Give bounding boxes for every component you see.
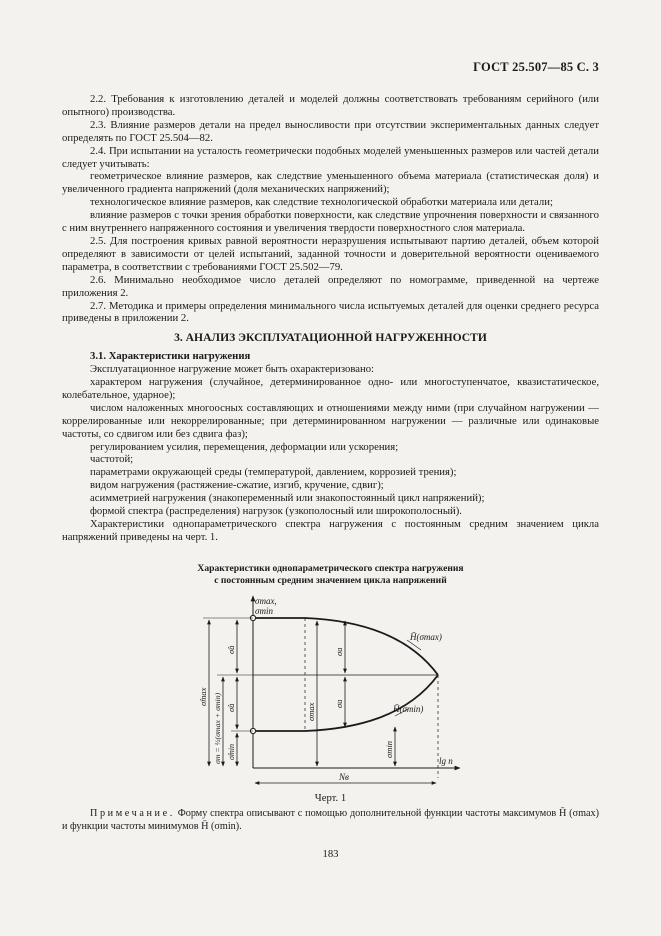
section-paragraph: числом наложенных многоосных составляющих и отношениями между ними (при случайном нагружении — коррелированные или некоррелированные; при детерминированном нагружении — различные или одинаковые частоты, со сдвигом или без сдвига фаз); [62, 401, 599, 440]
hat-sigma-max-label: σ̂max [198, 687, 208, 706]
figure-label: Черт. 1 [314, 792, 347, 804]
hat-sigma-min-label: σ̂min [227, 744, 236, 760]
sigma-max-label: σmax [306, 702, 316, 721]
figure-caption-line2: с постоянным средним значением цикла напряжений [214, 575, 447, 586]
figure-caption [62, 563, 599, 587]
sigma-a-upper-label: σa [334, 647, 344, 656]
sigma-a-lower-label: σa [334, 699, 344, 708]
list-item-technological: технологическое влияние размеров, как следствие технологической обработки материала или детали; [90, 196, 553, 209]
section-paragraph: частотой; [90, 453, 134, 466]
section-paragraph: видом нагружения (растяжение-сжатие, изгиб, кручение, сдвиг); [90, 479, 384, 492]
section-paragraph: асимметрией нагружения (знакопеременный или знакопостоянный цикл напряжений); [90, 492, 485, 505]
section-paragraph: формой спектра (распределения) нагрузок (узкополосный или широкополосный). [90, 505, 462, 518]
load-spectrum-figure [195, 588, 465, 793]
list-item-surface: влияние размеров с точки зрения обработки поверхности, как следствие упрочнения поверхности и связанного с ним внутреннего напряженного состояния и увеличения твердости поверхностного слоя материала. [62, 209, 599, 235]
paragraph-2-5: 2.5. Для построения кривых равной вероятности неразрушения испытывают партию деталей, объем которой определяют в зависимости от целей испытаний, заданной точности и доверительной вероятности оцениваемого параметра, в соответствии с требованиями ГОСТ 25.502—79. [62, 234, 599, 273]
section-paragraph: параметрами окружающей среды (температурой, давлением, коррозией трения); [90, 466, 457, 479]
upper-curve [253, 618, 438, 675]
sigma-min-label: σmin [384, 741, 394, 758]
paragraph-2-4: 2.4. При испытании на усталость геометрически подобных моделей уменьшенных размеров или частей детали следует учитывать: [62, 144, 599, 170]
lower-curve [253, 675, 438, 731]
nb-label: Nв [339, 772, 349, 782]
section-paragraph: Эксплуатационное нагружение может быть охарактеризовано: [90, 363, 375, 376]
figure-caption-line1: Характеристики однопараметрического спектра нагружения [197, 563, 464, 574]
section-title: 3. АНАЛИЗ ЭКСПЛУАТАЦИОННОЙ НАГРУЖЕННОСТИ [174, 331, 487, 345]
subsection-title: 3.1. Характеристики нагружения [90, 350, 251, 363]
lower-curve-label: H̄(σmin) [393, 704, 424, 714]
section-paragraph: характером нагружения (случайное, детерминированное одно- или многоступенчатое, квазистатическое, колебательное, ударное); [62, 376, 599, 401]
body-text [62, 93, 599, 544]
paragraph-2-2: 2.2. Требования к изготовлению деталей и моделей должны соответствовать требованиям серийного (или опытного) производства. [62, 93, 599, 118]
hat-sigma-a-upper-label: σ̂a [226, 645, 236, 654]
note [62, 807, 599, 833]
paragraph-2-6: 2.6. Минимально необходимое число деталей определяют по номограмме, приведенной на чертеже приложения 2. [62, 273, 599, 299]
note-label: Примечание. [90, 808, 175, 819]
paragraph-2-3: 2.3. Влияние размеров детали на предел выносливости при отсутствии экспериментальных данных следует определять по ГОСТ 25.504—82. [62, 118, 599, 144]
x-axis-label: lg n [439, 756, 453, 766]
page-header: ГОСТ 25.507—85 С. 3 [473, 60, 599, 74]
list-item-geometric: геометрическое влияние размеров, как следствие уменьшенного объема материала (статистическая доля) и увеличенного градиента напряжений (доля механических напряжений); [62, 170, 599, 196]
section-paragraph: регулированием усилия, перемещения, деформации или ускорения; [90, 440, 399, 453]
hat-sigma-a-lower-label: σ̂a [226, 703, 236, 712]
y-top-max-label: σmax, [255, 596, 277, 606]
paragraph-2-7: 2.7. Методика и примеры определения минимального числа испытуемых деталей для оценки среднего ресурса приведены в приложении 2. [62, 299, 599, 325]
y-top-min-label: σmin [255, 606, 273, 616]
note-text: Форму спектра описывают с помощью дополнительной функции частоты максимумов H̄ (σmax) и функции частоты минимумов H̄ (σmin). [62, 808, 599, 832]
section-paragraph: Характеристики однопараметрического спектра нагружения с постоянным средним значением цикла напряжений приведены на черт. 1. [62, 518, 599, 543]
sigma-m-formula-label: σm = ½(σmax + σmin) [213, 692, 222, 764]
page-number: 183 [322, 848, 339, 860]
upper-curve-label: H̄(σmax) [410, 632, 442, 642]
